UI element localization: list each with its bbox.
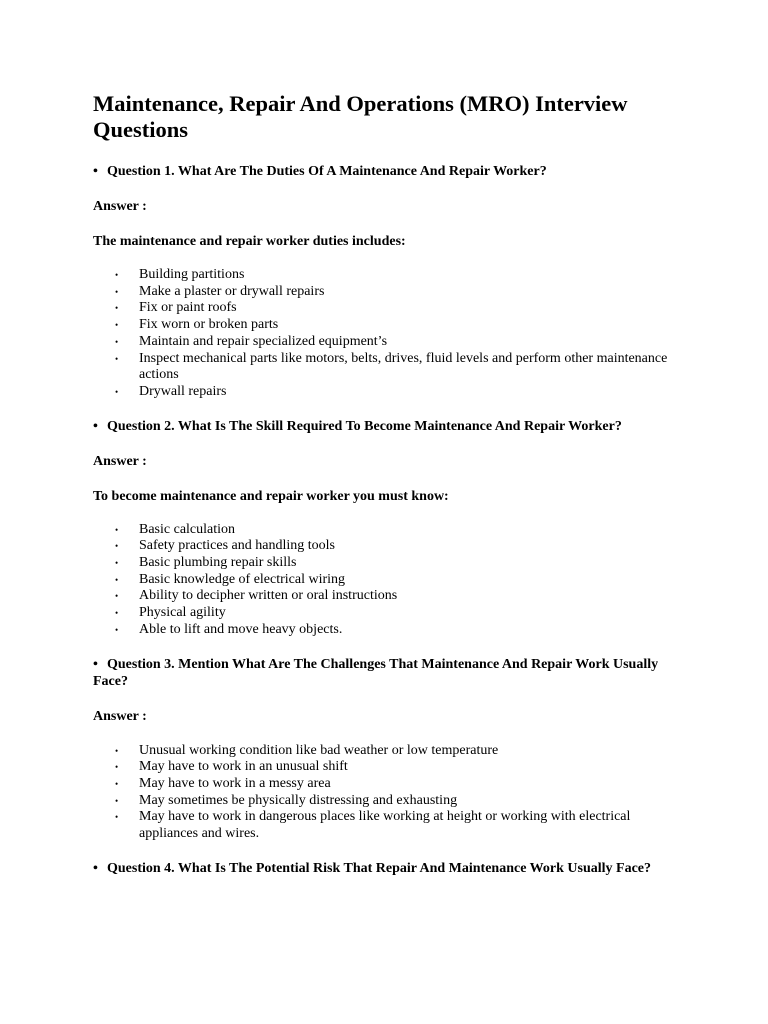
list-item-text: Able to lift and move heavy objects. [139, 621, 343, 637]
answer-label: Answer : [93, 708, 147, 724]
question-heading [93, 163, 683, 180]
answer-intro: To become maintenance and repair worker you must know: [93, 488, 449, 504]
list-item-text: Building partitions [139, 267, 245, 282]
bullet-icon: • [115, 541, 119, 552]
list-item-text: May sometimes be physically distressing and exhausting [139, 792, 458, 808]
list-item [93, 793, 683, 810]
list-item-text: Basic knowledge of electrical wiring [139, 571, 346, 587]
qa-sections [93, 163, 683, 877]
list-item-text: Physical agility [139, 605, 226, 621]
list-item-text: Make a plaster or drywall repairs [139, 283, 325, 299]
list-item-text: Fix worn or broken parts [139, 317, 279, 333]
bullet-icon: • [115, 303, 119, 314]
list-item-text: May have to work in dangerous places like working at height or working with electrical appliances and wires. [139, 809, 631, 842]
list-item [93, 267, 683, 284]
list-item-text: Fix or paint roofs [139, 300, 237, 316]
document-content [93, 91, 683, 895]
bullet-icon: • [115, 353, 119, 364]
answer-list [93, 743, 683, 843]
list-item [93, 317, 683, 334]
bullet-icon: • [115, 762, 119, 773]
question-heading [93, 418, 683, 435]
bullet-icon: • [115, 270, 119, 280]
list-item [93, 759, 683, 776]
list-item-text: Basic plumbing repair skills [139, 555, 297, 571]
list-item [93, 605, 683, 622]
list-item [93, 622, 683, 639]
question-text: Question 2. What Is The Skill Required To Become Maintenance And Repair Worker? [107, 418, 622, 434]
bullet-icon: • [115, 386, 119, 397]
list-item [93, 522, 683, 539]
list-item [93, 572, 683, 589]
document-title: Maintenance, Repair And Operations (MRO) Interview Questions [93, 91, 628, 142]
bullet-icon: • [115, 608, 119, 619]
bullet-icon: • [115, 795, 119, 806]
bullet-icon: • [115, 624, 119, 635]
bullet-icon: • [115, 591, 119, 602]
answer-label: Answer : [93, 453, 147, 469]
question-text: Question 4. What Is The Potential Risk That Repair And Maintenance Work Usually Face? [107, 860, 651, 876]
list-item-text: Safety practices and handling tools [139, 538, 335, 554]
list-item [93, 743, 683, 760]
bullet-icon: • [115, 524, 119, 535]
bullet-icon: • [115, 558, 119, 569]
bullet-icon: • [115, 778, 119, 789]
list-item [93, 300, 683, 317]
question-text: Question 3. Mention What Are The Challenges That Maintenance And Repair Work Usually Face? [93, 656, 659, 689]
list-item [93, 284, 683, 301]
question-text: Question 1. What Are The Duties Of A Maintenance And Repair Worker? [107, 164, 547, 179]
list-item [93, 809, 683, 842]
list-item-text: Unusual working condition like bad weather or low temperature [139, 742, 499, 758]
bullet-icon: • [115, 574, 119, 585]
answer-label: Answer : [93, 199, 147, 214]
bullet-icon: • [93, 164, 98, 179]
bullet-icon: • [115, 320, 119, 331]
list-item-text: May have to work in a messy area [139, 775, 331, 791]
bullet-icon: • [115, 812, 119, 823]
bullet-icon: • [115, 336, 119, 347]
bullet-icon: • [93, 860, 98, 876]
list-item [93, 555, 683, 572]
list-item [93, 776, 683, 793]
question-heading [93, 860, 683, 877]
answer-list [93, 522, 683, 639]
list-item [93, 384, 683, 401]
list-item-text: Inspect mechanical parts like motors, belts, drives, fluid levels and perform other maintenance actions [139, 350, 668, 383]
bullet-icon: • [115, 286, 119, 297]
list-item-text: Ability to decipher written or oral instructions [139, 588, 398, 604]
list-item-text: Basic calculation [139, 521, 236, 537]
question-heading [93, 656, 683, 690]
list-item [93, 351, 683, 384]
list-item-text: May have to work in an unusual shift [139, 759, 348, 775]
answer-intro: The maintenance and repair worker duties includes: [93, 234, 406, 249]
bullet-icon: • [115, 745, 119, 756]
bullet-icon: • [93, 418, 98, 434]
answer-list [93, 267, 683, 401]
list-item-text: Drywall repairs [139, 383, 227, 399]
list-item-text: Maintain and repair specialized equipment’s [139, 333, 388, 349]
list-item [93, 334, 683, 351]
bullet-icon: • [93, 656, 98, 672]
list-item [93, 588, 683, 605]
list-item [93, 538, 683, 555]
